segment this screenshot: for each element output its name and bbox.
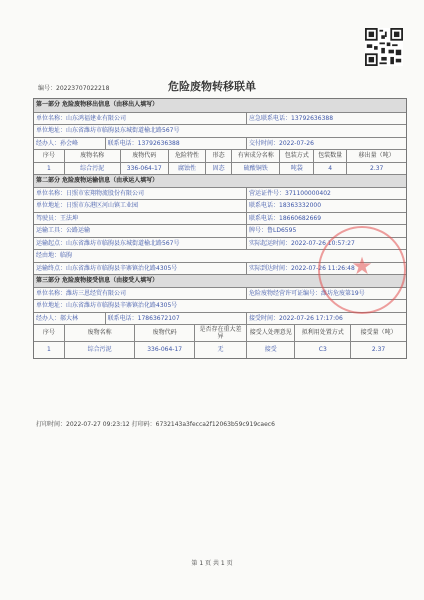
s2-end: 运输终点：山东省潍坊市临朐县辛寨镇治化路4305号 — [36, 264, 178, 272]
s2-end-time: 实际到达时间：2022-07-26 11:26:48 — [246, 263, 406, 275]
s2-start-time: 实际起运时间：2022-07-26 10:57:27 — [246, 238, 406, 250]
s3-col-opinion: 接受人处理意见 — [246, 325, 294, 341]
s1-cell-hazard: 腐蚀性 — [168, 163, 205, 175]
s1-cell-form: 固态 — [205, 163, 231, 175]
s3-phone: 联系电话：17863672107 — [105, 313, 246, 325]
document-number: 编号：20223707022218 — [38, 85, 110, 92]
section1-header: 第一部分 危险废物移出信息（由移出人填写） — [34, 99, 406, 112]
s1-data-row — [34, 162, 406, 175]
s1-emergency-contact: 应急联系电话：13792636388 — [246, 113, 406, 125]
s1-col-hazard: 危险特性 — [168, 150, 205, 162]
s3-col-no: 序号 — [42, 329, 55, 337]
s1-cell-code: 336-064-17 — [120, 163, 168, 175]
s2-contact: 联系电话：18363332000 — [246, 200, 406, 212]
section3-header: 第三部分 危险废物接受信息（由接受人填写） — [34, 275, 406, 287]
s1-col-code: 废物代码 — [120, 150, 168, 162]
s3-col-method: 拟利用处置方式 — [294, 325, 350, 341]
s3-cell-difference: 无 — [194, 342, 246, 358]
s1-cell-no: 1 — [46, 164, 51, 172]
s2-address: 单位地址：日照市东港区河山镇工业园 — [36, 202, 139, 209]
s2-start: 运输起点：山东省潍坊市临朐县东城街道榆北路567号 — [36, 239, 180, 247]
s3-data-row — [34, 341, 406, 358]
s3-col-name: 废物名称 — [64, 325, 135, 341]
s3-cell-method: C3 — [294, 342, 350, 358]
s1-col-ingredient: 有害成分名称 — [231, 150, 279, 162]
s1-col-form: 形态 — [205, 150, 231, 162]
s3-handler: 经办人：郝大林 — [36, 314, 79, 322]
page-number: 第 1 页 共 1 页 — [191, 560, 233, 567]
s3-cell-opinion: 接受 — [246, 342, 294, 358]
s3-unit-name: 单位名称：潍坊三恩经贸有限公司 — [36, 289, 127, 297]
s3-cell-no: 1 — [46, 346, 51, 354]
s1-cell-name: 综合污泥 — [64, 163, 120, 175]
s3-cell-amount: 2.37 — [350, 342, 406, 358]
s1-unit-name: 单位名称：山东鸿福建业有限公司 — [36, 114, 127, 122]
document-title: 危险废物转移联单 — [168, 80, 256, 93]
s1-phone: 联系电话：13792636388 — [105, 138, 246, 150]
s2-driver: 驾驶员：王法坤 — [36, 214, 79, 222]
s1-col-no: 序号 — [42, 152, 55, 159]
s1-col-count: 包装数量 — [313, 150, 346, 162]
s2-plate: 牌号：鲁LD6595 — [246, 225, 406, 237]
s3-address: 单位地址：山东省潍坊市临朐县辛寨镇治化路4305号 — [36, 302, 178, 309]
qr-code — [365, 28, 403, 66]
s1-col-name: 废物名称 — [64, 150, 120, 162]
s1-cell-package: 吨袋 — [279, 163, 312, 175]
s1-handler: 经办人：孙会峰 — [36, 139, 79, 147]
s1-address: 单位地址：山东省潍坊市临朐县东城街道榆北路567号 — [36, 127, 180, 134]
s3-col-difference: 是否存在重大差异 — [194, 325, 246, 341]
s2-via: 经由地：临朐 — [36, 252, 73, 259]
s3-cell-code: 336-064-17 — [134, 342, 194, 358]
s1-cell-ingredient: 硫酸铜铁 — [231, 163, 279, 175]
s1-delivery-time: 交付时间：2022-07-26 — [246, 138, 406, 150]
s3-license: 危险废物经营许可证编号：潍坊危废第19号 — [246, 288, 406, 300]
s3-col-code: 废物代码 — [134, 325, 194, 341]
s1-col-package: 包装方式 — [279, 150, 312, 162]
print-info: 打印时间：2022-07-27 09:23:12 打印码：6732143a3fecca2f12063b59c919caec6 — [36, 421, 275, 428]
s3-receive-time: 接受时间：2022-07-26 17:17:06 — [246, 313, 406, 325]
s2-transport-mode: 运输工具：公路运输 — [36, 227, 91, 234]
company-seal: ★ — [318, 226, 406, 314]
s3-cell-name: 综合污泥 — [64, 342, 135, 358]
section2-header: 第二部分 危险废物运输信息（由承运人填写） — [34, 175, 406, 187]
s3-col-amount: 接受量（吨） — [350, 325, 406, 341]
s2-driver-phone: 联系电话：18660682669 — [246, 213, 406, 225]
s1-cell-count: 4 — [313, 163, 346, 175]
s1-col-amount: 移出量（吨） — [346, 150, 406, 162]
s1-cell-amount: 2.37 — [346, 163, 406, 175]
s2-permit: 营运证件号：371100000402 — [246, 188, 406, 200]
s2-unit-name: 单位名称：日照市宏翔物流股份有限公司 — [36, 189, 145, 197]
